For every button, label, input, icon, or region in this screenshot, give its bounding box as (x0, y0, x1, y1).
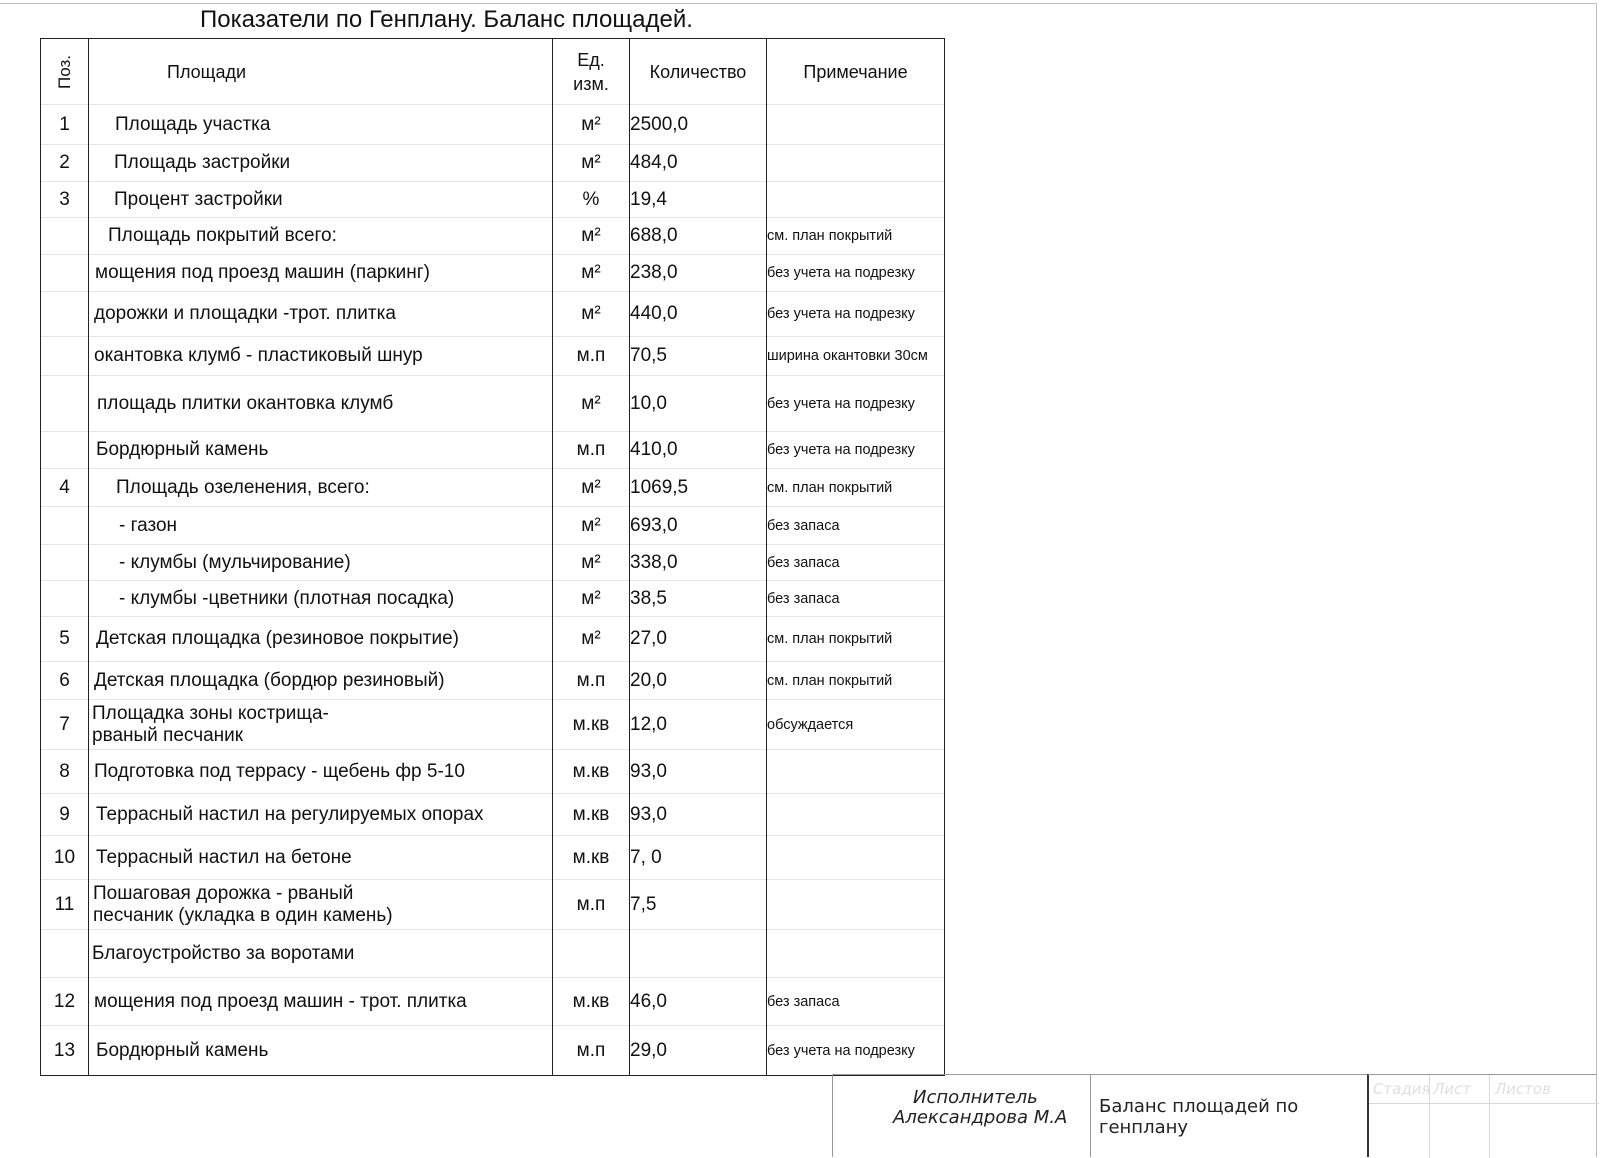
row-note: без учета на подрезку (767, 1026, 945, 1076)
row-pos: 2 (41, 145, 89, 182)
row-unit: м.кв (553, 978, 630, 1026)
row-name: Террасный настил на бетоне (89, 836, 553, 880)
row-pos: 7 (41, 700, 89, 750)
table-row (41, 105, 945, 145)
row-note: без учета на подрезку (767, 255, 945, 292)
table-row (41, 836, 945, 880)
row-pos (41, 337, 89, 376)
table-row (41, 794, 945, 836)
row-name: Площадь застройки (89, 145, 553, 182)
table-row (41, 581, 945, 617)
page-title: Показатели по Генплану. Баланс площадей. (200, 6, 693, 33)
col-header-qty: Количество (630, 39, 767, 105)
row-note: без учета на подрезку (767, 432, 945, 469)
sheets-label: Листов (1495, 1080, 1552, 1098)
table-row (41, 662, 945, 700)
row-pos: 9 (41, 794, 89, 836)
row-pos (41, 255, 89, 292)
row-name: - газон (89, 507, 553, 545)
row-name: окантовка клумб - пластиковый шнур (89, 337, 553, 376)
executor-label: Исполнитель (913, 1087, 1038, 1108)
row-name: Площадь покрытий всего: (89, 218, 553, 255)
row-qty: 2500,0 (630, 105, 767, 145)
row-note: ширина окантовки 30см (767, 337, 945, 376)
stamp-stage-cell (1367, 1074, 1597, 1157)
row-pos (41, 292, 89, 337)
row-qty: 12,0 (630, 700, 767, 750)
row-qty (630, 930, 767, 978)
row-note: см. план покрытий (767, 662, 945, 700)
row-pos: 5 (41, 617, 89, 662)
executor-name: Александрова М.А (893, 1107, 1068, 1128)
table-header-row (41, 39, 945, 105)
col-header-name: Площади (89, 39, 553, 105)
row-name: Пошаговая дорожка - рваный песчаник (укладка в один камень) (89, 880, 553, 930)
row-pos (41, 432, 89, 469)
row-name: Площадка зоны кострища- рваный песчаник (89, 700, 553, 750)
title-block (832, 1074, 1597, 1157)
table-row (41, 617, 945, 662)
row-note: без запаса (767, 545, 945, 581)
row-name: мощения под проезд машин (паркинг) (89, 255, 553, 292)
row-pos: 8 (41, 750, 89, 794)
table-row (41, 930, 945, 978)
row-note: без запаса (767, 507, 945, 545)
row-qty: 93,0 (630, 794, 767, 836)
row-name: дорожки и площадки -трот. плитка (89, 292, 553, 337)
table-row (41, 1026, 945, 1076)
row-qty: 27,0 (630, 617, 767, 662)
row-pos: 11 (41, 880, 89, 930)
row-note (767, 105, 945, 145)
stamp-executor-cell (832, 1074, 1090, 1157)
row-qty: 484,0 (630, 145, 767, 182)
row-name: мощения под проезд машин - трот. плитка (89, 978, 553, 1026)
row-pos (41, 930, 89, 978)
row-qty: 38,5 (630, 581, 767, 617)
row-qty: 29,0 (630, 1026, 767, 1076)
table-row (41, 376, 945, 432)
row-name: Бордюрный камень (89, 1026, 553, 1076)
table-row (41, 750, 945, 794)
col-header-unit: Ед. изм. (553, 39, 630, 105)
row-qty: 1069,5 (630, 469, 767, 507)
row-qty: 10,0 (630, 376, 767, 432)
table-row (41, 182, 945, 218)
row-note (767, 930, 945, 978)
row-unit: м.кв (553, 794, 630, 836)
row-unit: м² (553, 255, 630, 292)
table-row (41, 255, 945, 292)
row-pos: 4 (41, 469, 89, 507)
sheet-title: Баланс площадей по генплану (1099, 1096, 1299, 1138)
row-qty: 410,0 (630, 432, 767, 469)
table-row (41, 218, 945, 255)
row-name: Площадь участка (89, 105, 553, 145)
row-name: Подготовка под террасу - щебень фр 5-10 (89, 750, 553, 794)
row-note (767, 145, 945, 182)
row-note (767, 794, 945, 836)
row-name: площадь плитки окантовка клумб (89, 376, 553, 432)
row-name: Процент застройки (89, 182, 553, 218)
row-note (767, 880, 945, 930)
row-unit: м² (553, 292, 630, 337)
row-unit (553, 930, 630, 978)
balance-table (40, 38, 945, 1076)
row-unit: м² (553, 469, 630, 507)
row-pos (41, 376, 89, 432)
row-pos (41, 545, 89, 581)
row-pos: 10 (41, 836, 89, 880)
row-pos: 13 (41, 1026, 89, 1076)
table-row (41, 145, 945, 182)
row-unit: м.п (553, 432, 630, 469)
row-note: см. план покрытий (767, 218, 945, 255)
row-pos (41, 581, 89, 617)
row-qty: 7,5 (630, 880, 767, 930)
row-name: - клумбы -цветники (плотная посадка) (89, 581, 553, 617)
row-unit: м.п (553, 880, 630, 930)
row-unit: м.кв (553, 836, 630, 880)
col-header-pos: Поз. (41, 39, 89, 105)
row-qty: 440,0 (630, 292, 767, 337)
row-qty: 238,0 (630, 255, 767, 292)
row-unit: м.п (553, 337, 630, 376)
row-qty: 70,5 (630, 337, 767, 376)
table-row (41, 978, 945, 1026)
row-name: Детская площадка (бордюр резиновый) (89, 662, 553, 700)
row-note: без запаса (767, 581, 945, 617)
row-qty: 693,0 (630, 507, 767, 545)
row-unit: м² (553, 145, 630, 182)
row-note: без запаса (767, 978, 945, 1026)
row-unit: м² (553, 581, 630, 617)
row-pos: 12 (41, 978, 89, 1026)
table-row (41, 507, 945, 545)
row-name: Площадь озеленения, всего: (89, 469, 553, 507)
table-row (41, 469, 945, 507)
row-unit: м.кв (553, 700, 630, 750)
row-qty: 46,0 (630, 978, 767, 1026)
table-row (41, 432, 945, 469)
row-note: см. план покрытий (767, 617, 945, 662)
row-note: обсуждается (767, 700, 945, 750)
row-pos: 1 (41, 105, 89, 145)
row-note (767, 182, 945, 218)
table-row (41, 292, 945, 337)
row-pos: 6 (41, 662, 89, 700)
table-row (41, 700, 945, 750)
row-pos (41, 218, 89, 255)
row-name: Бордюрный камень (89, 432, 553, 469)
row-note (767, 836, 945, 880)
row-unit: м² (553, 376, 630, 432)
col-header-note: Примечание (767, 39, 945, 105)
table-row (41, 545, 945, 581)
row-qty: 19,4 (630, 182, 767, 218)
row-qty: 338,0 (630, 545, 767, 581)
row-unit: м² (553, 105, 630, 145)
stage-label: Стадия (1373, 1080, 1431, 1098)
row-unit: м² (553, 218, 630, 255)
row-unit: м.п (553, 662, 630, 700)
table-row (41, 880, 945, 930)
row-qty: 93,0 (630, 750, 767, 794)
stamp-title-cell (1090, 1074, 1367, 1157)
row-unit: м.п (553, 1026, 630, 1076)
row-note (767, 750, 945, 794)
row-name: Благоустройство за воротами (89, 930, 553, 978)
row-qty: 688,0 (630, 218, 767, 255)
row-unit: м² (553, 507, 630, 545)
row-unit: % (553, 182, 630, 218)
sheet-label: Лист (1433, 1080, 1472, 1098)
row-name: Детская площадка (резиновое покрытие) (89, 617, 553, 662)
row-note: см. план покрытий (767, 469, 945, 507)
row-name: - клумбы (мульчирование) (89, 545, 553, 581)
row-unit: м² (553, 545, 630, 581)
row-note: без учета на подрезку (767, 292, 945, 337)
row-pos (41, 507, 89, 545)
row-qty: 7, 0 (630, 836, 767, 880)
row-unit: м.кв (553, 750, 630, 794)
row-name: Террасный настил на регулируемых опорах (89, 794, 553, 836)
row-pos: 3 (41, 182, 89, 218)
row-qty: 20,0 (630, 662, 767, 700)
table-row (41, 337, 945, 376)
row-unit: м² (553, 617, 630, 662)
row-note: без учета на подрезку (767, 376, 945, 432)
